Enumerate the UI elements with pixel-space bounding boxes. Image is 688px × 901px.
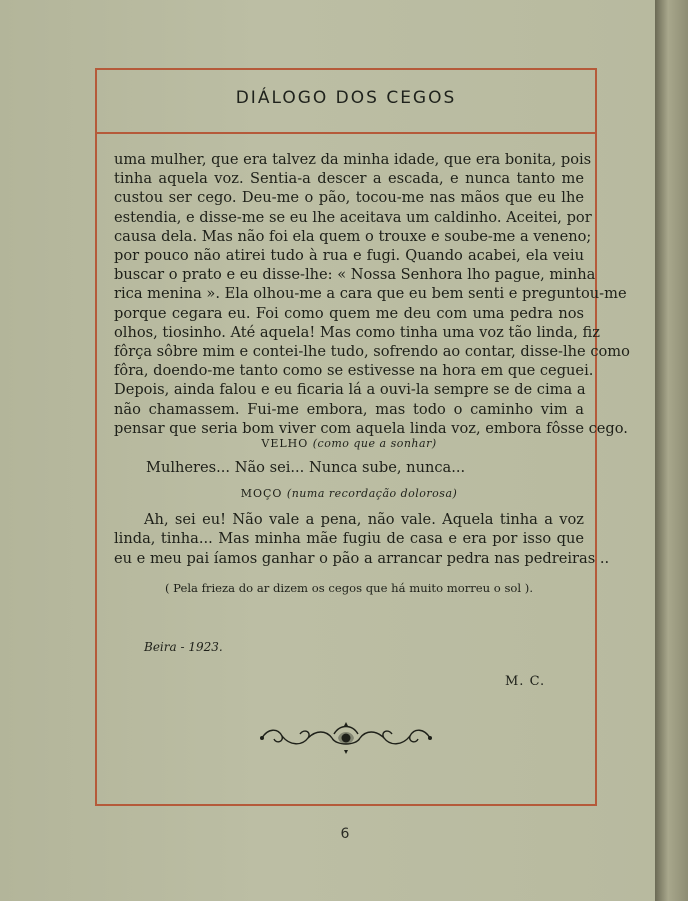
body-line: rica menina ». Ela olhou-me a cara que eu bem senti e preguntou-me — [114, 285, 627, 303]
body-line: fôra, doendo-me tanto como se estivesse na hora em que ceguei. — [114, 362, 594, 380]
author-initials: M. C. — [505, 674, 546, 689]
speech-line: linda, tinha... Mas minha mãe fugiu de casa e era por isso que — [114, 530, 584, 548]
place-date: Beira - 1923. — [144, 640, 223, 654]
decorative-ornament — [256, 720, 436, 756]
page-number: 6 — [340, 826, 350, 842]
body-line: custou ser cego. Deu-me o pão, tocou-me nas mãos que eu lhe — [114, 189, 584, 207]
stage-direction: (como que a sonhar) — [312, 437, 437, 450]
speaker-name: MOÇO — [240, 487, 283, 500]
body-line: por pouco não atirei tudo à rua e fugi. Quando acabei, ela veiu — [114, 247, 584, 265]
page-title: DIÁLOGO DOS CEGOS — [235, 88, 457, 108]
stage-note: ( Pela frieza do ar dizem os cegos que há muito morreu o sol ). — [164, 581, 534, 595]
body-line: tinha aquela voz. Sentia-a descer a escada, e nunca tanto me — [114, 170, 584, 188]
moco-speech — [114, 510, 610, 568]
speech-line: eu e meu pai íamos ganhar o pão a arrancar pedra nas pedreiras .. — [114, 549, 610, 567]
speaker-moco — [114, 487, 584, 500]
body-paragraph — [114, 150, 630, 438]
body-line: estendia, e disse-me se eu lhe aceitava um caldinho. Aceitei, por — [114, 208, 592, 226]
body-line: causa dela. Mas não foi ela quem o trouxe e soube-me a veneno; — [114, 227, 592, 245]
stage-direction: (numa recordação dolorosa) — [286, 487, 458, 500]
body-line: pensar que seria bom viver com aquela linda voz, embora fôsse cego. — [114, 419, 628, 437]
speech-line: Ah, sei eu! Não vale a pena, não vale. Aquela tinha a voz — [144, 511, 584, 528]
body-line: buscar o prato e eu disse-lhe: « Nossa Senhora lho pague, minha — [114, 266, 596, 284]
velho-speech — [114, 458, 584, 477]
body-line: fôrça sôbre mim e contei-lhe tudo, sofrendo ao contar, disse-lhe como — [114, 343, 630, 361]
speaker-velho — [114, 437, 584, 450]
body-line: não chamassem. Fui-me embora, mas todo o caminho vim a — [114, 400, 584, 418]
body-line: uma mulher, que era talvez da minha idade, que era bonita, pois — [114, 151, 592, 168]
speech-line: Mulheres... Não sei... Nunca sube, nunca... — [146, 459, 466, 476]
body-line: porque cegara eu. Foi como quem me deu com uma pedra nos — [114, 304, 584, 322]
book-spine — [655, 0, 688, 901]
body-line: olhos, tiosinho. Até aquela! Mas como tinha uma voz tão linda, fiz — [114, 323, 600, 341]
speaker-name: VELHO — [261, 437, 309, 450]
body-line: Depois, ainda falou e eu ficaria lá a ouvi-la sempre se de cima a — [114, 381, 586, 399]
header-rule — [95, 132, 597, 134]
